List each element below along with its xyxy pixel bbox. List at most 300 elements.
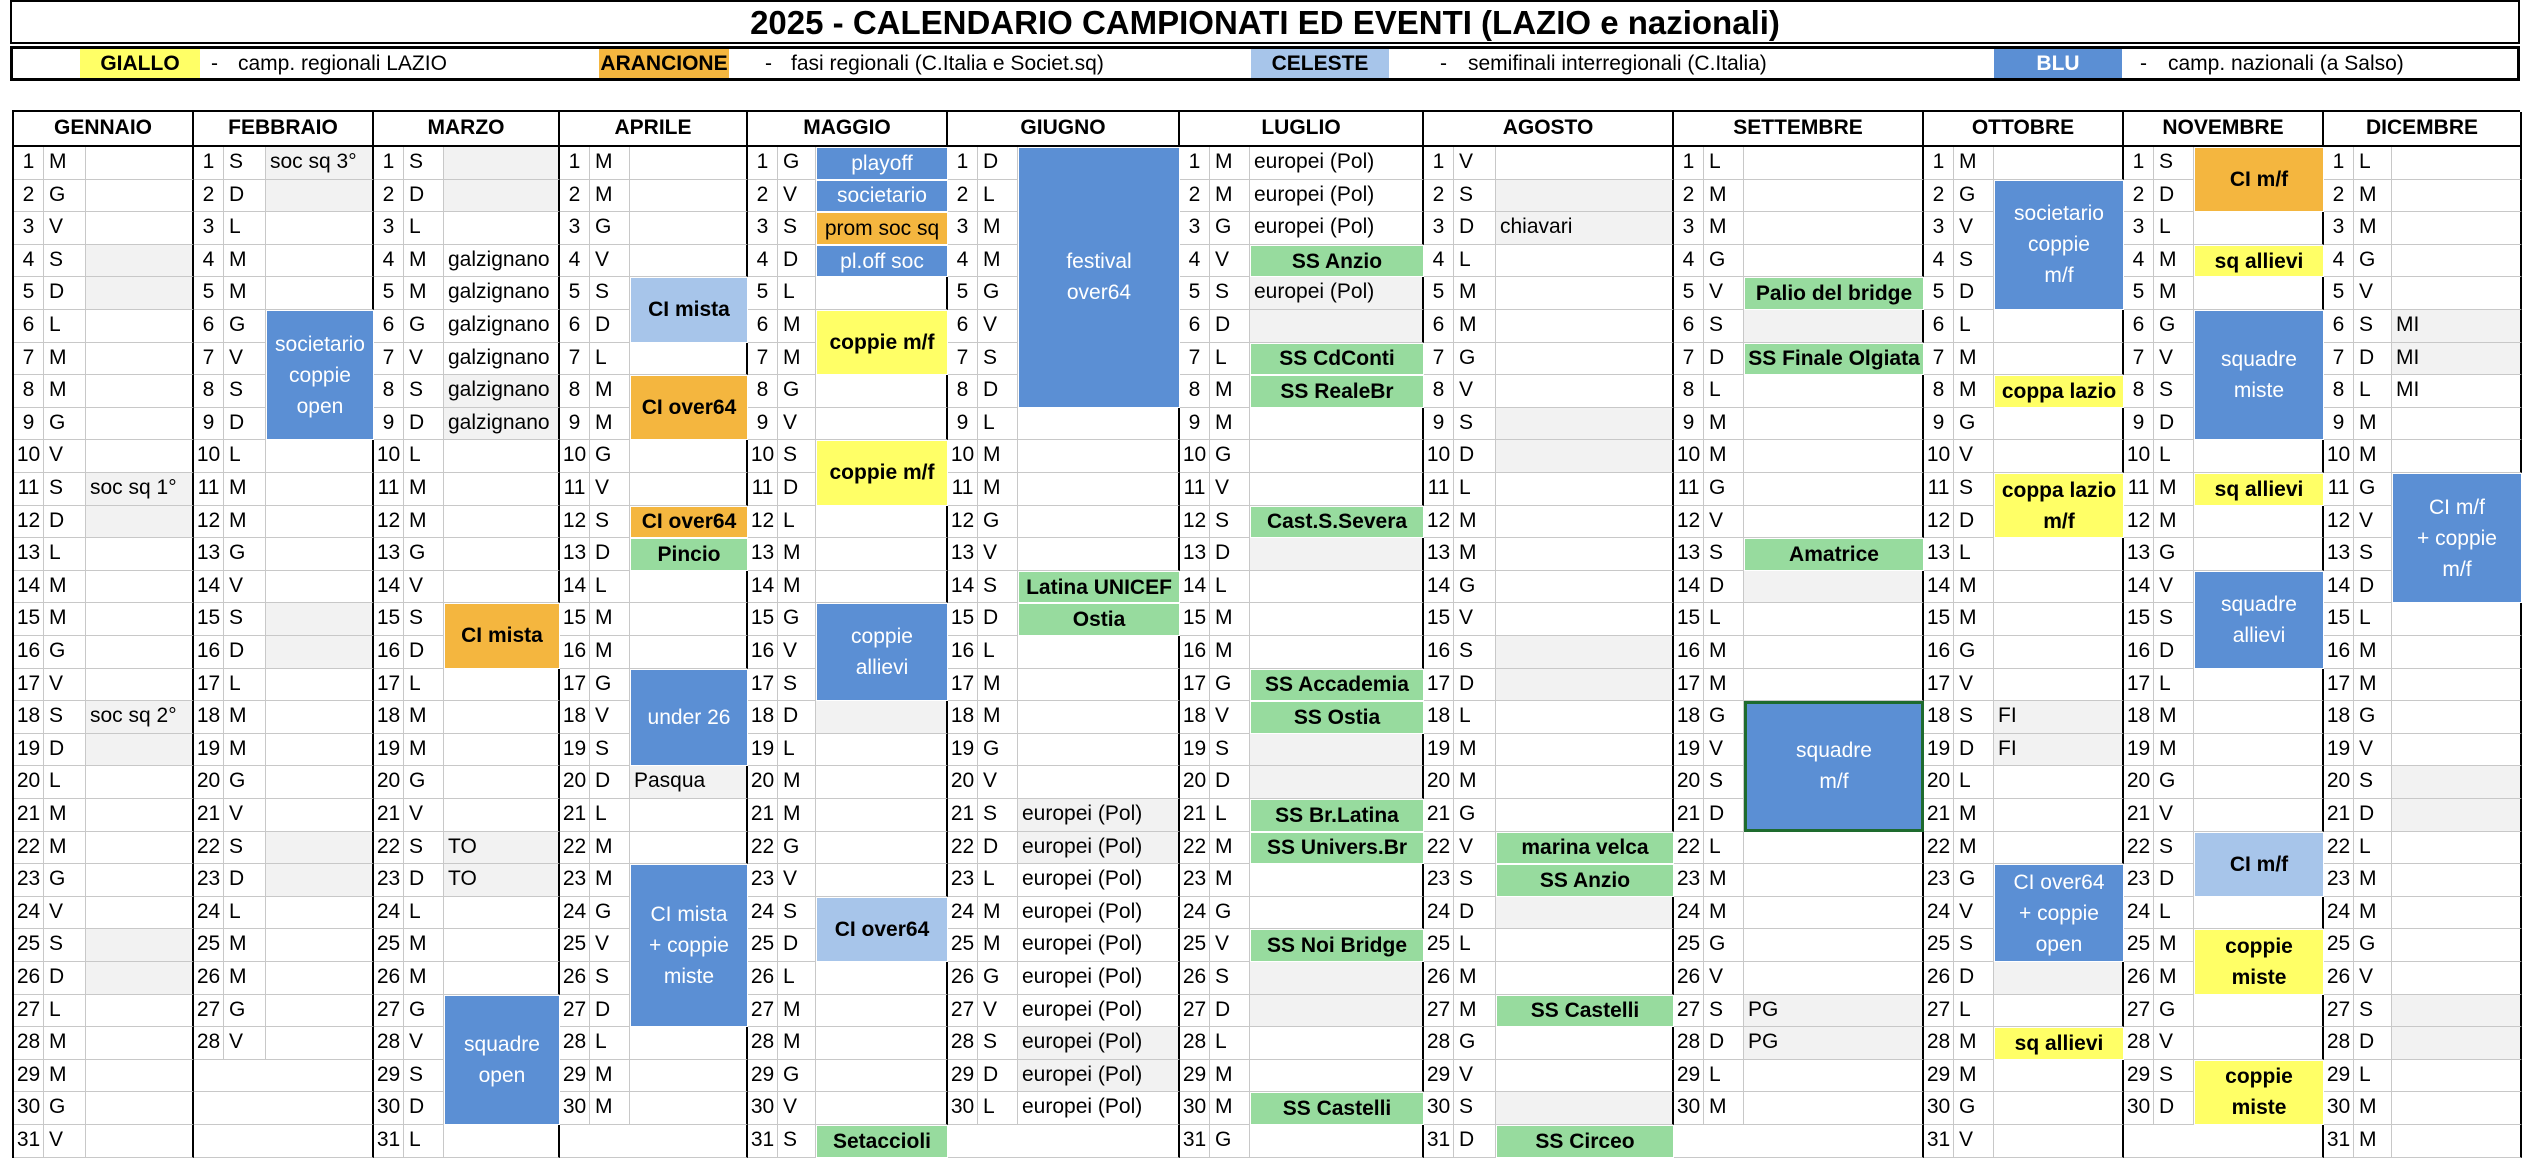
event-cell[interactable] <box>444 669 560 702</box>
event-cell[interactable] <box>444 897 560 930</box>
event-cell[interactable] <box>1994 440 2124 473</box>
event-cell[interactable] <box>2392 799 2522 832</box>
event-cell[interactable]: MI <box>2392 375 2522 408</box>
event-cell[interactable] <box>1496 473 1674 506</box>
event-cell[interactable] <box>630 147 748 180</box>
event-cell[interactable] <box>816 538 948 571</box>
event-cell[interactable] <box>444 1125 560 1158</box>
event-block[interactable]: sq allievi <box>1994 1027 2124 1060</box>
event-cell[interactable]: europei (Pol) <box>1018 799 1180 832</box>
event-cell[interactable] <box>2392 212 2522 245</box>
event-block[interactable]: SS Finale Olgiata <box>1744 343 1924 376</box>
event-cell[interactable] <box>1018 766 1180 799</box>
event-cell[interactable] <box>2194 734 2324 767</box>
event-cell[interactable] <box>1744 408 1924 441</box>
event-block[interactable]: prom soc sq <box>816 212 948 245</box>
event-cell[interactable] <box>1744 571 1924 604</box>
event-cell[interactable] <box>86 766 194 799</box>
event-cell[interactable]: TO <box>444 832 560 865</box>
event-cell[interactable] <box>2392 1092 2522 1125</box>
event-cell[interactable] <box>2392 701 2522 734</box>
event-cell[interactable] <box>1744 1060 1924 1093</box>
event-cell[interactable] <box>1018 506 1180 539</box>
event-block[interactable]: SS Accademia <box>1250 669 1424 702</box>
event-cell[interactable] <box>1496 538 1674 571</box>
event-cell[interactable] <box>1994 766 2124 799</box>
event-block[interactable]: SS Anzio <box>1250 245 1424 278</box>
event-cell[interactable] <box>2194 701 2324 734</box>
event-cell[interactable] <box>266 701 374 734</box>
event-block[interactable]: SS Castelli <box>1250 1092 1424 1125</box>
event-cell[interactable] <box>1250 1027 1424 1060</box>
event-cell[interactable] <box>1496 440 1674 473</box>
event-cell[interactable] <box>2392 603 2522 636</box>
event-cell[interactable] <box>1994 1125 2124 1158</box>
event-cell[interactable] <box>1994 669 2124 702</box>
event-block[interactable]: SS RealeBr <box>1250 375 1424 408</box>
event-block[interactable]: Amatrice <box>1744 538 1924 571</box>
event-cell[interactable] <box>86 864 194 897</box>
event-cell[interactable] <box>266 995 374 1028</box>
event-cell[interactable] <box>2392 864 2522 897</box>
event-cell[interactable] <box>86 180 194 213</box>
event-cell[interactable]: galzignano <box>444 245 560 278</box>
event-cell[interactable] <box>1250 571 1424 604</box>
event-cell[interactable] <box>1496 408 1674 441</box>
event-block[interactable]: playoff <box>816 147 948 180</box>
event-cell[interactable] <box>444 929 560 962</box>
event-block[interactable]: CI over64 <box>816 897 948 962</box>
event-cell[interactable] <box>1250 636 1424 669</box>
event-cell[interactable] <box>1018 669 1180 702</box>
event-block[interactable]: CI mista <box>630 277 748 342</box>
event-block[interactable]: societario coppie m/f <box>1994 180 2124 310</box>
event-block[interactable]: societario <box>816 180 948 213</box>
event-cell[interactable] <box>630 245 748 278</box>
event-block[interactable]: squadre m/f <box>1744 701 1924 831</box>
event-cell[interactable] <box>2194 212 2324 245</box>
event-cell[interactable] <box>2392 734 2522 767</box>
event-cell[interactable]: europei (Pol) <box>1018 897 1180 930</box>
event-cell[interactable] <box>630 440 748 473</box>
event-cell[interactable]: FI <box>1994 701 2124 734</box>
event-block[interactable]: CI over64 <box>630 375 748 440</box>
event-cell[interactable] <box>1994 603 2124 636</box>
event-cell[interactable]: europei (Pol) <box>1018 864 1180 897</box>
event-cell[interactable] <box>816 1092 948 1125</box>
event-cell[interactable] <box>630 212 748 245</box>
event-block[interactable]: Setaccioli <box>816 1125 948 1158</box>
event-cell[interactable] <box>86 1060 194 1093</box>
event-block[interactable]: CI m/f <box>2194 832 2324 897</box>
event-cell[interactable] <box>86 440 194 473</box>
event-cell[interactable] <box>816 277 948 310</box>
event-cell[interactable] <box>2194 897 2324 930</box>
event-cell[interactable] <box>266 832 374 865</box>
event-cell[interactable] <box>1496 701 1674 734</box>
event-cell[interactable] <box>816 701 948 734</box>
event-cell[interactable] <box>86 310 194 343</box>
event-cell[interactable] <box>630 1027 748 1060</box>
event-cell[interactable] <box>1250 603 1424 636</box>
event-cell[interactable] <box>1018 734 1180 767</box>
event-cell[interactable]: europei (Pol) <box>1250 212 1424 245</box>
event-cell[interactable] <box>266 864 374 897</box>
event-cell[interactable] <box>266 277 374 310</box>
event-cell[interactable] <box>1744 506 1924 539</box>
event-cell[interactable] <box>2392 832 2522 865</box>
event-cell[interactable] <box>1496 245 1674 278</box>
event-cell[interactable] <box>266 799 374 832</box>
event-cell[interactable] <box>1250 440 1424 473</box>
event-block[interactable]: Latina UNICEF <box>1018 571 1180 604</box>
event-cell[interactable] <box>1250 766 1424 799</box>
event-cell[interactable] <box>1496 766 1674 799</box>
event-cell[interactable] <box>444 147 560 180</box>
event-cell[interactable] <box>86 995 194 1028</box>
event-cell[interactable] <box>266 212 374 245</box>
event-cell[interactable] <box>86 212 194 245</box>
event-block[interactable]: Ostia <box>1018 603 1180 636</box>
event-cell[interactable] <box>1744 440 1924 473</box>
event-cell[interactable] <box>816 1027 948 1060</box>
event-cell[interactable] <box>1994 571 2124 604</box>
event-block[interactable]: pl.off soc <box>816 245 948 278</box>
event-cell[interactable] <box>1994 636 2124 669</box>
event-cell[interactable] <box>86 832 194 865</box>
event-cell[interactable] <box>266 636 374 669</box>
event-cell[interactable] <box>2194 1027 2324 1060</box>
event-cell[interactable] <box>444 212 560 245</box>
event-cell[interactable] <box>86 147 194 180</box>
event-block[interactable]: SS Noi Bridge <box>1250 929 1424 962</box>
event-block[interactable]: Cast.S.Severa <box>1250 506 1424 539</box>
event-cell[interactable] <box>630 1092 748 1125</box>
event-cell[interactable] <box>630 636 748 669</box>
event-cell[interactable] <box>1744 147 1924 180</box>
event-cell[interactable] <box>266 473 374 506</box>
event-cell[interactable] <box>444 734 560 767</box>
event-cell[interactable] <box>86 343 194 376</box>
event-cell[interactable] <box>86 571 194 604</box>
event-cell[interactable] <box>1744 310 1924 343</box>
event-cell[interactable] <box>86 506 194 539</box>
event-cell[interactable] <box>630 180 748 213</box>
event-cell[interactable] <box>266 603 374 636</box>
event-cell[interactable] <box>266 440 374 473</box>
event-cell[interactable] <box>1744 375 1924 408</box>
event-block[interactable]: squadre open <box>444 995 560 1125</box>
event-cell[interactable]: MI <box>2392 310 2522 343</box>
event-cell[interactable] <box>1744 212 1924 245</box>
event-cell[interactable] <box>1994 147 2124 180</box>
event-cell[interactable]: europei (Pol) <box>1018 1092 1180 1125</box>
event-cell[interactable] <box>1018 538 1180 571</box>
event-block[interactable]: coppie m/f <box>816 310 948 375</box>
event-cell[interactable] <box>444 962 560 995</box>
event-cell[interactable] <box>1744 1092 1924 1125</box>
event-cell[interactable]: PG <box>1744 1027 1924 1060</box>
event-block[interactable]: CI m/f <box>2194 147 2324 212</box>
event-cell[interactable]: PG <box>1744 995 1924 1028</box>
event-block[interactable]: CI mista + coppie miste <box>630 864 748 1027</box>
event-cell[interactable] <box>1018 636 1180 669</box>
event-block[interactable]: CI over64 + coppie open <box>1994 864 2124 962</box>
event-cell[interactable] <box>630 832 748 865</box>
event-cell[interactable] <box>2194 995 2324 1028</box>
event-cell[interactable] <box>266 766 374 799</box>
event-cell[interactable] <box>2392 995 2522 1028</box>
event-cell[interactable]: galzignano <box>444 310 560 343</box>
event-cell[interactable]: soc sq 3° <box>266 147 374 180</box>
event-cell[interactable] <box>2194 506 2324 539</box>
event-cell[interactable] <box>1250 473 1424 506</box>
event-cell[interactable] <box>86 408 194 441</box>
event-cell[interactable] <box>444 799 560 832</box>
event-cell[interactable] <box>266 962 374 995</box>
event-cell[interactable] <box>1744 636 1924 669</box>
event-block[interactable]: under 26 <box>630 669 748 767</box>
event-block[interactable]: CI mista <box>444 603 560 668</box>
event-cell[interactable] <box>816 734 948 767</box>
event-block[interactable]: sq allievi <box>2194 245 2324 278</box>
event-cell[interactable] <box>816 799 948 832</box>
event-cell[interactable]: galzignano <box>444 375 560 408</box>
event-block[interactable]: societario coppie open <box>266 310 374 440</box>
event-cell[interactable] <box>2194 669 2324 702</box>
event-block[interactable]: SS Castelli <box>1496 995 1674 1028</box>
event-cell[interactable] <box>1250 734 1424 767</box>
event-cell[interactable] <box>1018 440 1180 473</box>
event-cell[interactable] <box>1018 473 1180 506</box>
event-cell[interactable] <box>630 343 748 376</box>
event-cell[interactable] <box>1496 799 1674 832</box>
event-cell[interactable] <box>1744 864 1924 897</box>
event-cell[interactable]: europei (Pol) <box>1250 180 1424 213</box>
event-cell[interactable] <box>266 180 374 213</box>
event-cell[interactable] <box>444 506 560 539</box>
event-cell[interactable] <box>86 929 194 962</box>
event-cell[interactable] <box>816 995 948 1028</box>
event-cell[interactable] <box>816 408 948 441</box>
event-cell[interactable] <box>1496 962 1674 995</box>
event-cell[interactable]: soc sq 1° <box>86 473 194 506</box>
event-cell[interactable] <box>1994 1060 2124 1093</box>
event-block[interactable]: coppie m/f <box>816 440 948 505</box>
event-cell[interactable] <box>86 277 194 310</box>
event-cell[interactable] <box>1994 310 2124 343</box>
event-cell[interactable] <box>2392 277 2522 310</box>
event-block[interactable]: marina velca <box>1496 832 1674 865</box>
event-cell[interactable] <box>816 506 948 539</box>
event-block[interactable]: squadre allievi <box>2194 571 2324 669</box>
event-block[interactable]: SS Anzio <box>1496 864 1674 897</box>
event-cell[interactable] <box>266 1027 374 1060</box>
event-block[interactable]: CI m/f + coppie m/f <box>2392 473 2522 603</box>
event-cell[interactable] <box>266 571 374 604</box>
event-cell[interactable] <box>1250 1060 1424 1093</box>
event-cell[interactable]: FI <box>1994 734 2124 767</box>
event-cell[interactable] <box>1496 636 1674 669</box>
event-cell[interactable] <box>816 962 948 995</box>
event-cell[interactable] <box>1250 310 1424 343</box>
event-cell[interactable] <box>2392 897 2522 930</box>
event-cell[interactable] <box>86 734 194 767</box>
event-cell[interactable] <box>1994 408 2124 441</box>
event-cell[interactable] <box>1744 245 1924 278</box>
event-cell[interactable] <box>816 1060 948 1093</box>
event-cell[interactable] <box>2392 180 2522 213</box>
event-cell[interactable] <box>1496 277 1674 310</box>
event-cell[interactable] <box>1250 408 1424 441</box>
event-cell[interactable] <box>2392 962 2522 995</box>
event-cell[interactable] <box>630 1060 748 1093</box>
event-cell[interactable] <box>1496 343 1674 376</box>
event-cell[interactable] <box>1018 408 1180 441</box>
event-cell[interactable] <box>86 538 194 571</box>
event-cell[interactable] <box>266 538 374 571</box>
event-cell[interactable]: Pasqua <box>630 766 748 799</box>
event-cell[interactable] <box>86 962 194 995</box>
event-cell[interactable] <box>86 245 194 278</box>
event-cell[interactable] <box>1496 571 1674 604</box>
event-cell[interactable] <box>2194 440 2324 473</box>
event-cell[interactable]: soc sq 2° <box>86 701 194 734</box>
event-cell[interactable] <box>1250 897 1424 930</box>
event-cell[interactable] <box>86 603 194 636</box>
event-cell[interactable]: europei (Pol) <box>1018 962 1180 995</box>
event-cell[interactable] <box>1994 1092 2124 1125</box>
event-cell[interactable] <box>1744 929 1924 962</box>
event-cell[interactable] <box>266 897 374 930</box>
event-cell[interactable] <box>1250 864 1424 897</box>
event-cell[interactable] <box>444 440 560 473</box>
event-cell[interactable] <box>1496 506 1674 539</box>
event-cell[interactable] <box>816 864 948 897</box>
event-cell[interactable] <box>2392 766 2522 799</box>
event-cell[interactable] <box>630 571 748 604</box>
event-cell[interactable] <box>2392 1125 2522 1158</box>
event-cell[interactable] <box>1744 962 1924 995</box>
event-cell[interactable] <box>1744 832 1924 865</box>
event-cell[interactable] <box>1994 799 2124 832</box>
event-cell[interactable]: europei (Pol) <box>1018 832 1180 865</box>
event-cell[interactable] <box>1496 180 1674 213</box>
event-cell[interactable] <box>816 832 948 865</box>
event-block[interactable]: Palio del bridge <box>1744 277 1924 310</box>
event-cell[interactable] <box>2392 440 2522 473</box>
event-cell[interactable] <box>86 1092 194 1125</box>
event-cell[interactable] <box>1496 603 1674 636</box>
event-cell[interactable] <box>1496 734 1674 767</box>
event-cell[interactable] <box>1496 310 1674 343</box>
event-cell[interactable] <box>86 799 194 832</box>
event-block[interactable]: coppie miste <box>2194 929 2324 994</box>
event-cell[interactable] <box>1994 343 2124 376</box>
event-block[interactable]: SS Circeo <box>1496 1125 1674 1158</box>
event-cell[interactable] <box>1496 147 1674 180</box>
event-block[interactable]: SS CdConti <box>1250 343 1424 376</box>
event-cell[interactable]: galzignano <box>444 408 560 441</box>
event-cell[interactable] <box>2392 1060 2522 1093</box>
event-cell[interactable] <box>266 506 374 539</box>
event-block[interactable]: festival over64 <box>1018 147 1180 408</box>
event-block[interactable]: squadre miste <box>2194 310 2324 440</box>
event-block[interactable]: CI over64 <box>630 506 748 539</box>
event-cell[interactable] <box>2392 636 2522 669</box>
event-block[interactable]: coppa lazio m/f <box>1994 473 2124 538</box>
event-block[interactable]: coppa lazio <box>1994 375 2124 408</box>
event-block[interactable]: SS Ostia <box>1250 701 1424 734</box>
event-cell[interactable]: galzignano <box>444 343 560 376</box>
event-cell[interactable] <box>1496 1060 1674 1093</box>
event-cell[interactable] <box>2194 799 2324 832</box>
event-cell[interactable] <box>2392 929 2522 962</box>
event-cell[interactable] <box>1994 962 2124 995</box>
event-cell[interactable] <box>2194 538 2324 571</box>
event-cell[interactable] <box>1496 897 1674 930</box>
event-cell[interactable] <box>86 636 194 669</box>
event-cell[interactable] <box>1496 1027 1674 1060</box>
event-block[interactable]: coppie miste <box>2194 1060 2324 1125</box>
event-cell[interactable] <box>1994 995 2124 1028</box>
event-cell[interactable] <box>1250 1125 1424 1158</box>
event-cell[interactable] <box>1018 701 1180 734</box>
event-cell[interactable] <box>1496 375 1674 408</box>
event-cell[interactable]: chiavari <box>1496 212 1674 245</box>
event-cell[interactable] <box>86 1125 194 1158</box>
event-cell[interactable] <box>2392 245 2522 278</box>
event-cell[interactable] <box>1496 669 1674 702</box>
event-cell[interactable]: europei (Pol) <box>1018 1027 1180 1060</box>
event-cell[interactable] <box>266 734 374 767</box>
event-cell[interactable] <box>1250 538 1424 571</box>
event-cell[interactable]: TO <box>444 864 560 897</box>
event-cell[interactable] <box>444 180 560 213</box>
event-cell[interactable] <box>444 701 560 734</box>
event-block[interactable]: Pincio <box>630 538 748 571</box>
event-block[interactable]: SS Br.Latina <box>1250 799 1424 832</box>
event-cell[interactable] <box>444 766 560 799</box>
event-cell[interactable] <box>1994 538 2124 571</box>
event-cell[interactable] <box>444 538 560 571</box>
event-cell[interactable]: europei (Pol) <box>1250 147 1424 180</box>
event-cell[interactable]: europei (Pol) <box>1018 929 1180 962</box>
event-cell[interactable] <box>816 571 948 604</box>
event-cell[interactable] <box>1744 180 1924 213</box>
event-cell[interactable] <box>266 929 374 962</box>
event-cell[interactable] <box>86 1027 194 1060</box>
event-cell[interactable] <box>2392 1027 2522 1060</box>
event-cell[interactable]: europei (Pol) <box>1250 277 1424 310</box>
event-cell[interactable]: MI <box>2392 343 2522 376</box>
event-cell[interactable] <box>2392 147 2522 180</box>
event-cell[interactable] <box>266 245 374 278</box>
event-block[interactable]: coppie allievi <box>816 603 948 701</box>
event-cell[interactable] <box>630 603 748 636</box>
event-cell[interactable] <box>2392 408 2522 441</box>
event-cell[interactable] <box>86 897 194 930</box>
event-cell[interactable] <box>1744 603 1924 636</box>
event-cell[interactable]: europei (Pol) <box>1018 1060 1180 1093</box>
event-cell[interactable] <box>1744 669 1924 702</box>
event-cell[interactable] <box>266 669 374 702</box>
event-block[interactable]: SS Univers.Br <box>1250 832 1424 865</box>
event-cell[interactable] <box>1250 962 1424 995</box>
event-cell[interactable] <box>444 571 560 604</box>
event-cell[interactable] <box>1744 473 1924 506</box>
event-cell[interactable] <box>1250 995 1424 1028</box>
